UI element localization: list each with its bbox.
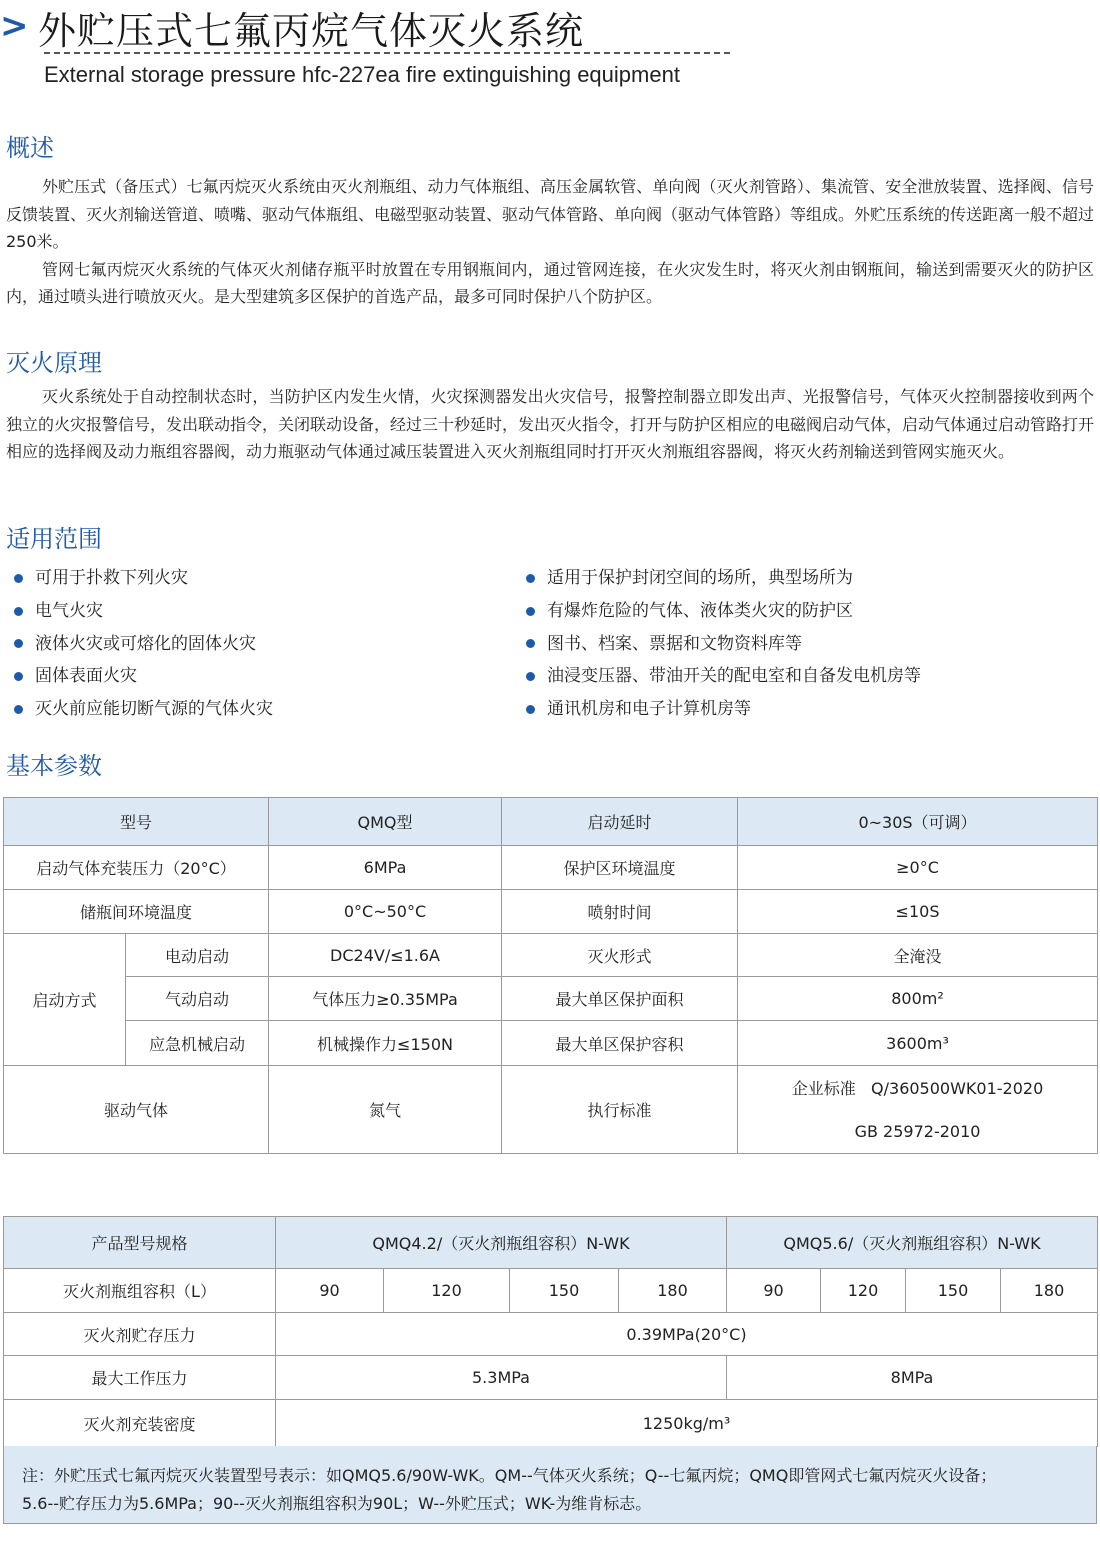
overview-text	[6, 173, 1094, 311]
table-cell: 最大工作压力	[4, 1356, 276, 1400]
table-cell: 喷射时间	[502, 890, 738, 934]
table-cell: 型号	[4, 798, 269, 846]
list-item: 电气火灾	[14, 595, 273, 628]
bullet-icon	[14, 639, 23, 648]
table-row	[4, 1356, 1098, 1400]
scope-heading: 适用范围	[6, 525, 102, 553]
table-row	[4, 846, 1098, 890]
principle-paragraph: 灭火系统处于自动控制状态时，当防护区内发生火情，火灾探测器发出火灾信号，报警控制器立即发出声、光报警信号，气体灭火控制器接收到两个独立的火灾报警信号，发出联动指令，关闭联动设备，经过三十秒延时，发出灭火指令，打开与防护区相应的电磁阀启动气体，启动气体通过启动管路打开相应的选择阀及动力瓶组容器阀，动力瓶驱动气体通过减压装置进入灭火剂瓶组同时打开灭火剂瓶组容器阀，将灭火药剂输送到管网实施灭火。	[6, 387, 1095, 461]
table-cell: 灭火剂充装密度	[4, 1400, 276, 1447]
bullet-icon	[526, 639, 535, 648]
principle-text	[6, 383, 1094, 466]
table-row	[4, 1269, 1098, 1313]
table-cell: 最大单区保护面积	[502, 977, 738, 1021]
bullet-icon	[14, 574, 23, 583]
table-row	[4, 1217, 1098, 1269]
bullet-icon	[14, 705, 23, 714]
table-cell: 气动启动	[126, 977, 269, 1021]
bullet-icon	[14, 672, 23, 681]
table-cell: 150	[510, 1269, 619, 1313]
scope-left-list	[14, 562, 273, 725]
table-cell: QMQ5.6/（灭火剂瓶组容积）N-WK	[727, 1217, 1098, 1269]
table-cell: QMQ型	[269, 798, 502, 846]
table-cell: 启动气体充装压力（20°C）	[4, 846, 269, 890]
table-cell: 灭火形式	[502, 934, 738, 977]
table-cell: 800m²	[738, 977, 1098, 1021]
table-cell: 启动方式	[4, 934, 126, 1066]
list-item: 有爆炸危险的气体、液体类火灾的防护区	[526, 595, 921, 628]
table-cell: 0.39MPa(20°C)	[276, 1313, 1098, 1356]
table-cell: QMQ4.2/（灭火剂瓶组容积）N-WK	[276, 1217, 727, 1269]
table-row	[4, 934, 1098, 977]
table-cell: 应急机械启动	[126, 1021, 269, 1066]
note-line-1: 注：外贮压式七氟丙烷灭火装置型号表示：如QMQ5.6/90W-WK。QM--气体灭火系统；Q--七氟丙烷；QMQ即管网式七氟丙烷灭火设备；	[22, 1466, 997, 1485]
params-table	[3, 797, 1098, 1154]
bullet-icon	[526, 705, 535, 714]
list-item: 灭火前应能切断气源的气体火灾	[14, 693, 273, 726]
table-cell: 180	[619, 1269, 727, 1313]
table-cell: 6MPa	[269, 846, 502, 890]
list-item: 通讯机房和电子计算机房等	[526, 693, 921, 726]
page-title: 外贮压式七氟丙烷气体灭火系统	[38, 9, 585, 53]
table-cell: 执行标准	[502, 1066, 738, 1154]
table-row	[4, 1400, 1098, 1447]
table-cell: 180	[1001, 1269, 1098, 1313]
list-item: 可用于扑救下列火灾	[14, 562, 273, 595]
note-box	[3, 1446, 1097, 1524]
standard-national: GB 25972-2010	[854, 1121, 981, 1141]
table-cell: 0~30S（可调）	[738, 798, 1098, 846]
table-cell: 启动延时	[502, 798, 738, 846]
table-cell: 驱动气体	[4, 1066, 269, 1154]
table-cell: 储瓶间环境温度	[4, 890, 269, 934]
table-cell: DC24V/≤1.6A	[269, 934, 502, 977]
table-cell: 机械操作力≤150N	[269, 1021, 502, 1066]
table-cell: 90	[276, 1269, 384, 1313]
page-subtitle: External storage pressure hfc-227ea fire extinguishing equipment	[44, 62, 680, 87]
scope-right-list	[526, 562, 921, 725]
table-cell: 0°C~50°C	[269, 890, 502, 934]
specs-table	[3, 1216, 1098, 1447]
table-cell: 最大单区保护容积	[502, 1021, 738, 1066]
table-cell: 1250kg/m³	[276, 1400, 1098, 1447]
list-item: 图书、档案、票据和文物资料库等	[526, 627, 921, 660]
table-cell: 全淹没	[738, 934, 1098, 977]
table-cell: 灭火剂瓶组容积（L）	[4, 1269, 276, 1313]
title-arrow-icon: >	[0, 6, 29, 46]
list-item: 适用于保护封闭空间的场所，典型场所为	[526, 562, 921, 595]
table-cell: 氮气	[269, 1066, 502, 1154]
list-item: 液体火灾或可熔化的固体火灾	[14, 627, 273, 660]
standard-enterprise: 企业标准 Q/360500WK01-2020	[791, 1078, 1044, 1098]
table-row	[4, 977, 1098, 1021]
table-cell: 120	[821, 1269, 906, 1313]
overview-paragraph-2: 管网七氟丙烷灭火系统的气体灭火剂储存瓶平时放置在专用钢瓶间内，通过管网连接，在火灾发生时，将灭火剂由钢瓶间，输送到需要灭火的防护区内，通过喷头进行喷放灭火。是大型建筑多区保护的首选产品，最多可同时保护八个防护区。	[6, 259, 1094, 306]
bullet-icon	[526, 607, 535, 616]
table-cell: 120	[384, 1269, 510, 1313]
list-item: 油浸变压器、带油开关的配电室和自备发电机房等	[526, 660, 921, 693]
table-cell: ≥0°C	[738, 846, 1098, 890]
table-cell: 5.3MPa	[276, 1356, 727, 1400]
table-cell: 8MPa	[727, 1356, 1098, 1400]
table-cell: 灭火剂贮存压力	[4, 1313, 276, 1356]
principle-heading: 灭火原理	[6, 349, 102, 377]
list-item: 固体表面火灾	[14, 660, 273, 693]
table-cell: 保护区环境温度	[502, 846, 738, 890]
table-row	[4, 798, 1098, 846]
table-row	[4, 890, 1098, 934]
bullet-icon	[526, 574, 535, 583]
table-cell: 电动启动	[126, 934, 269, 977]
table-cell: 3600m³	[738, 1021, 1098, 1066]
table-row	[4, 1021, 1098, 1066]
title-divider	[44, 52, 730, 54]
table-row	[4, 1313, 1098, 1356]
table-cell	[738, 1066, 1098, 1154]
table-row	[4, 1066, 1098, 1154]
overview-paragraph-1: 外贮压式（备压式）七氟丙烷灭火系统由灭火剂瓶组、动力气体瓶组、高压金属软管、单向阀（灭火剂管路）、集流管、安全泄放装置、选择阀、信号反馈装置、灭火剂输送管道、喷嘴、驱动气体瓶组、电磁型驱动装置、驱动气体管路、单向阀（驱动气体管路）等组成。外贮压系统的传送距离一般不超过250米。	[6, 177, 1095, 251]
overview-heading: 概述	[6, 134, 54, 162]
table-cell: 90	[727, 1269, 821, 1313]
table-cell: 气体压力≥0.35MPa	[269, 977, 502, 1021]
note-line-2: 5.6--贮存压力为5.6MPa；90--灭火剂瓶组容积为90L；W--外贮压式；WK-为维肯标志。	[22, 1494, 652, 1513]
table-cell: 150	[906, 1269, 1001, 1313]
bullet-icon	[14, 607, 23, 616]
bullet-icon	[526, 672, 535, 681]
table-cell: 产品型号规格	[4, 1217, 276, 1269]
params-heading: 基本参数	[6, 752, 102, 780]
table-cell: ≤10S	[738, 890, 1098, 934]
